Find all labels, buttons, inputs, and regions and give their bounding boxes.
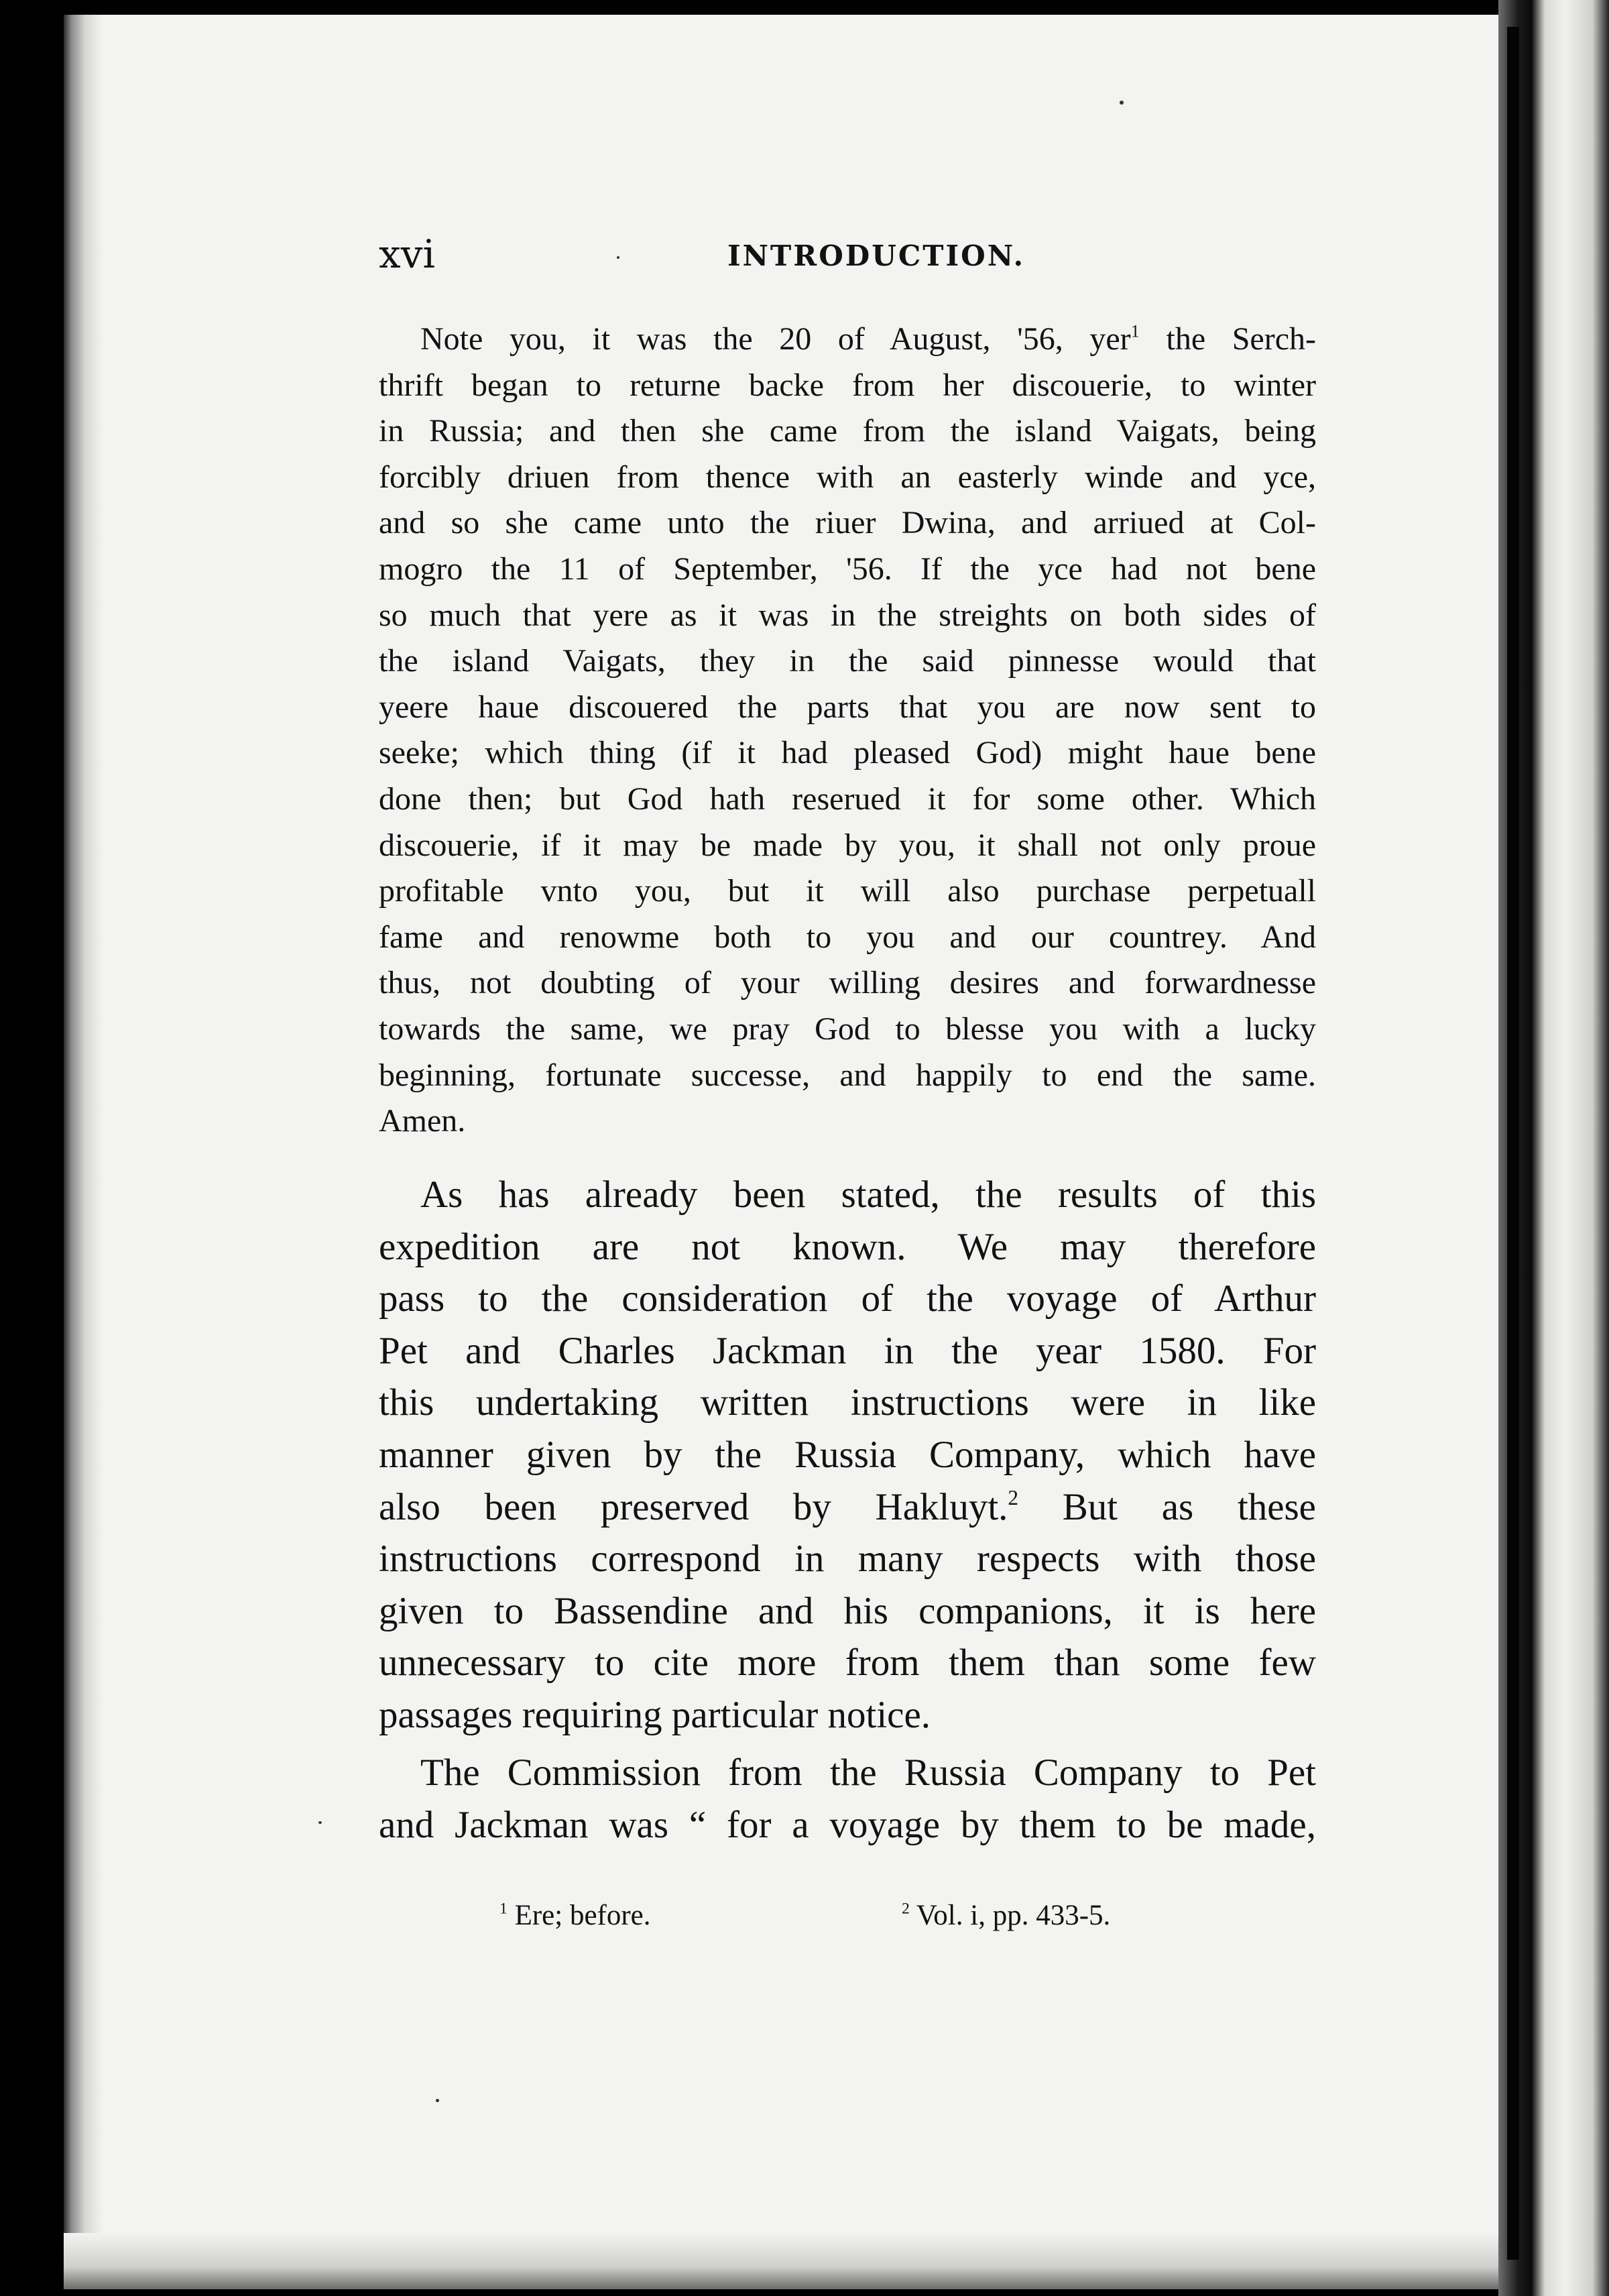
quoted-instructions <box>379 317 1316 1145</box>
running-head: INTRODUCTION. <box>727 239 1026 272</box>
scan-speck <box>617 256 619 259</box>
paragraph-line: passages requiring particular notice. <box>379 1693 931 1736</box>
quote-line: profitable vnto you, but it will also purchase perpetuall <box>379 873 1316 909</box>
footnote-ref: 1 <box>1130 321 1140 341</box>
paragraph-line: As has already been stated, the results of this <box>420 1173 1316 1216</box>
quote-line: Note you, it was the 20 of August, '56, yer$^1$ the Serch- <box>420 321 1316 357</box>
quote-line: mogro the 11 of September, '56. If the yce had not bene <box>379 551 1316 587</box>
quote-line: done then; but God hath reserued it for some other. Which <box>379 781 1316 817</box>
page-bottom-edge-shadow <box>64 2233 1518 2289</box>
page-left-edge-shadow <box>64 15 103 2289</box>
scan-speck <box>436 2099 439 2102</box>
footnote-ref: 2 <box>1008 1485 1019 1509</box>
scan-speck <box>1120 101 1124 105</box>
paragraph-2 <box>379 1747 1316 1851</box>
quote-line: discouerie, if it may be made by you, it shall not only proue <box>379 827 1316 863</box>
scan-speck <box>318 1821 322 1824</box>
quote-line: thus, not doubting of your willing desires and forwardnesse <box>379 965 1316 1001</box>
quote-line: so much that yere as it was in the streights on both sides of <box>379 597 1316 633</box>
quote-line: in Russia; and then she came from the island Vaigats, being <box>379 413 1316 449</box>
paragraph-line: The Commission from the Russia Company to Pet <box>420 1752 1316 1794</box>
paragraph-line: given to Bassendine and his companions, it is here <box>379 1589 1316 1632</box>
quote-line: Amen. <box>379 1103 466 1139</box>
paragraph-line: unnecessary to cite more from them than some few <box>379 1642 1316 1684</box>
paragraph-line: pass to the consideration of the voyage of Arthur <box>379 1277 1316 1320</box>
paragraph-line: and Jackman was “ for a voyage by them to be made, <box>379 1803 1316 1846</box>
footnote-1: $^1$ Ere; before. <box>499 1900 651 1931</box>
paragraph-line: Pet and Charles Jackman in the year 1580. For <box>379 1329 1316 1372</box>
footnote-2: $^2$ Vol. i, pp. 433-5. <box>902 1900 1111 1931</box>
paragraph-line: also been preserved by Hakluyt.$^2$ But as these <box>379 1485 1316 1528</box>
paragraph-line: instructions correspond in many respects with those <box>379 1538 1316 1581</box>
quote-line: thrift began to returne backe from her discouerie, to winter <box>379 367 1316 403</box>
quote-line: the island Vaigats, they in the said pinnesse would that <box>379 643 1316 679</box>
gutter-shadow-line <box>1507 27 1519 2260</box>
quote-line: yeere haue discouered the parts that you are now sent to <box>379 689 1316 725</box>
quote-line: seeke; which thing (if it had pleased God) might haue bene <box>379 735 1316 771</box>
paragraph-line: this undertaking written instructions were in like <box>379 1381 1316 1424</box>
quote-line: and so she came unto the riuer Dwina, and arriued at Col- <box>379 505 1316 541</box>
quote-line: forcibly driuen from thence with an easterly winde and yce, <box>379 459 1316 495</box>
quote-line: towards the same, we pray God to blesse you with a lucky <box>379 1011 1316 1047</box>
paragraph-line: expedition are not known. We may therefore <box>379 1225 1316 1268</box>
page-number: xvi <box>379 231 436 277</box>
quote-line: beginning, fortunate successe, and happily to end the same. <box>379 1057 1316 1093</box>
quote-line: fame and renowme both to you and our countrey. And <box>379 919 1316 955</box>
paragraph-line: manner given by the Russia Company, which have <box>379 1433 1316 1476</box>
paragraph-1 <box>379 1169 1316 1741</box>
